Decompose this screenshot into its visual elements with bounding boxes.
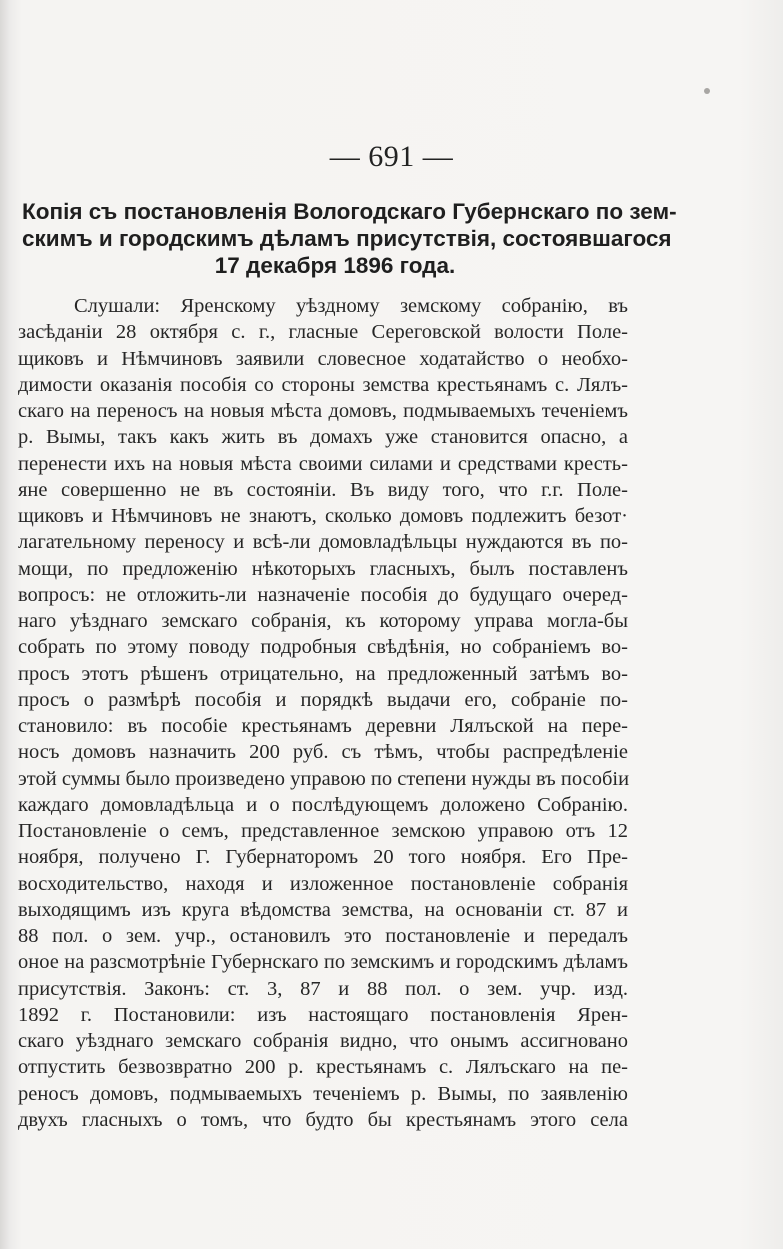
text-line: скаго на переносъ на новыя мѣста домовъ, подмываемыхъ теченіемъ	[18, 400, 628, 422]
heading-line: Копія съ постановленія Вологодскаго Губернскаго по зем-	[22, 199, 677, 224]
text-line: двухъ гласныхъ о томъ, что будто бы крестьянамъ этого села	[18, 1108, 628, 1131]
text-line: мощи, по предложенію нѣкоторыхъ гласныхъ, былъ поставленъ	[18, 557, 628, 580]
text-line: носъ домовъ назначить 200 руб. съ тѣмъ, чтобы распредѣленіе	[18, 741, 628, 764]
text-line: вопросъ: не отложить-ли назначеніе пособія до будущаго очеред-	[18, 583, 628, 606]
text-line: отпустить безвозвратно 200 р. крестьянамъ с. Лялъскаго на пе-	[18, 1056, 628, 1079]
heading-line: 17 декабря 1896 года.	[214, 253, 456, 278]
text-line: просъ этотъ рѣшенъ отрицательно, на предложенный затѣмъ во-	[18, 662, 628, 685]
text-line: 88 пол. о зем. учр., остановилъ это постановленіе и передалъ	[18, 925, 628, 947]
text-line: щиковъ и Нѣмчиновъ не знаютъ, сколько домовъ подлежитъ безот·	[18, 505, 628, 527]
text-line: перенести ихъ на новыя мѣста своими силами и средствами кресть-	[18, 452, 628, 475]
text-line: Постановленіе о семъ, представленное земскою управою отъ 12	[18, 820, 628, 842]
text-line: выходящимъ изъ круга вѣдомства земства, на основаніи ст. 87 и	[18, 898, 628, 921]
text-line: димости оказанія пособія со стороны земства крестьянамъ с. Лялъ-	[18, 373, 628, 396]
text-line: этой суммы было произведено управою по степени нужды въ пособіи	[18, 767, 630, 790]
text-line: засѣданіи 28 октября с. г., гласные Сереговской волости Поле-	[18, 321, 628, 344]
text-line: ноября, получено Г. Губернаторомъ 20 того ноября. Его Пре-	[18, 846, 628, 869]
document-heading	[22, 198, 677, 279]
text-line: наго уѣзднаго земскаго собранія, къ которому управа могла-бы	[18, 610, 628, 632]
text-line: собрать по этому поводу подробныя свѣдѣнія, но собраніемъ во-	[18, 636, 628, 659]
text-line: яне совершенно не въ состояніи. Въ виду того, что г.г. Поле-	[18, 478, 628, 501]
text-line: становило: въ пособіе крестьянамъ деревни Лялъской на пере-	[18, 715, 628, 737]
text-line: скаго уѣзднаго земскаго собранія видно, что онымъ ассигновано	[18, 1030, 628, 1052]
text-line: восходительство, находя и изложенное постановленіе собранія	[18, 872, 628, 895]
heading-line: скимъ и городскимъ дѣламъ присутствія, состоявшагося	[22, 226, 672, 251]
paper-speck	[704, 88, 710, 94]
text-line: оное на разсмотрѣніе Губернскаго по земскимъ и городскимъ дѣламъ	[18, 951, 628, 974]
text-line: щиковъ и Нѣмчиновъ заявили словесное ходатайство о необхо-	[18, 347, 628, 370]
text-line: р. Вымы, такъ какъ жить въ домахъ уже становится опасно, а	[18, 426, 628, 449]
text-line: 1892 г. Постановили: изъ настоящаго постановленія Ярен-	[18, 1003, 628, 1026]
text-line: просъ о размѣрѣ пособія и порядкѣ выдачи его, собраніе по-	[18, 688, 628, 711]
text-line: Слушали: Яренскому уѣздному земскому собранію, въ	[74, 295, 628, 317]
page-number: — 691 —	[329, 140, 454, 173]
text-line: реносъ домовъ, подмываемыхъ теченіемъ р. Вымы, по заявленію	[18, 1082, 628, 1105]
text-line: каждаго домовладѣльца и о послѣдующемъ доложено Собранію.	[18, 793, 628, 816]
body-paragraph	[18, 293, 628, 1133]
text-line: присутствія. Законъ: ст. 3, 87 и 88 пол. о зем. учр. изд.	[18, 977, 628, 1000]
text-line: лагательному переносу и всѣ-ли домовладѣльцы нуждаются въ по-	[18, 531, 628, 554]
